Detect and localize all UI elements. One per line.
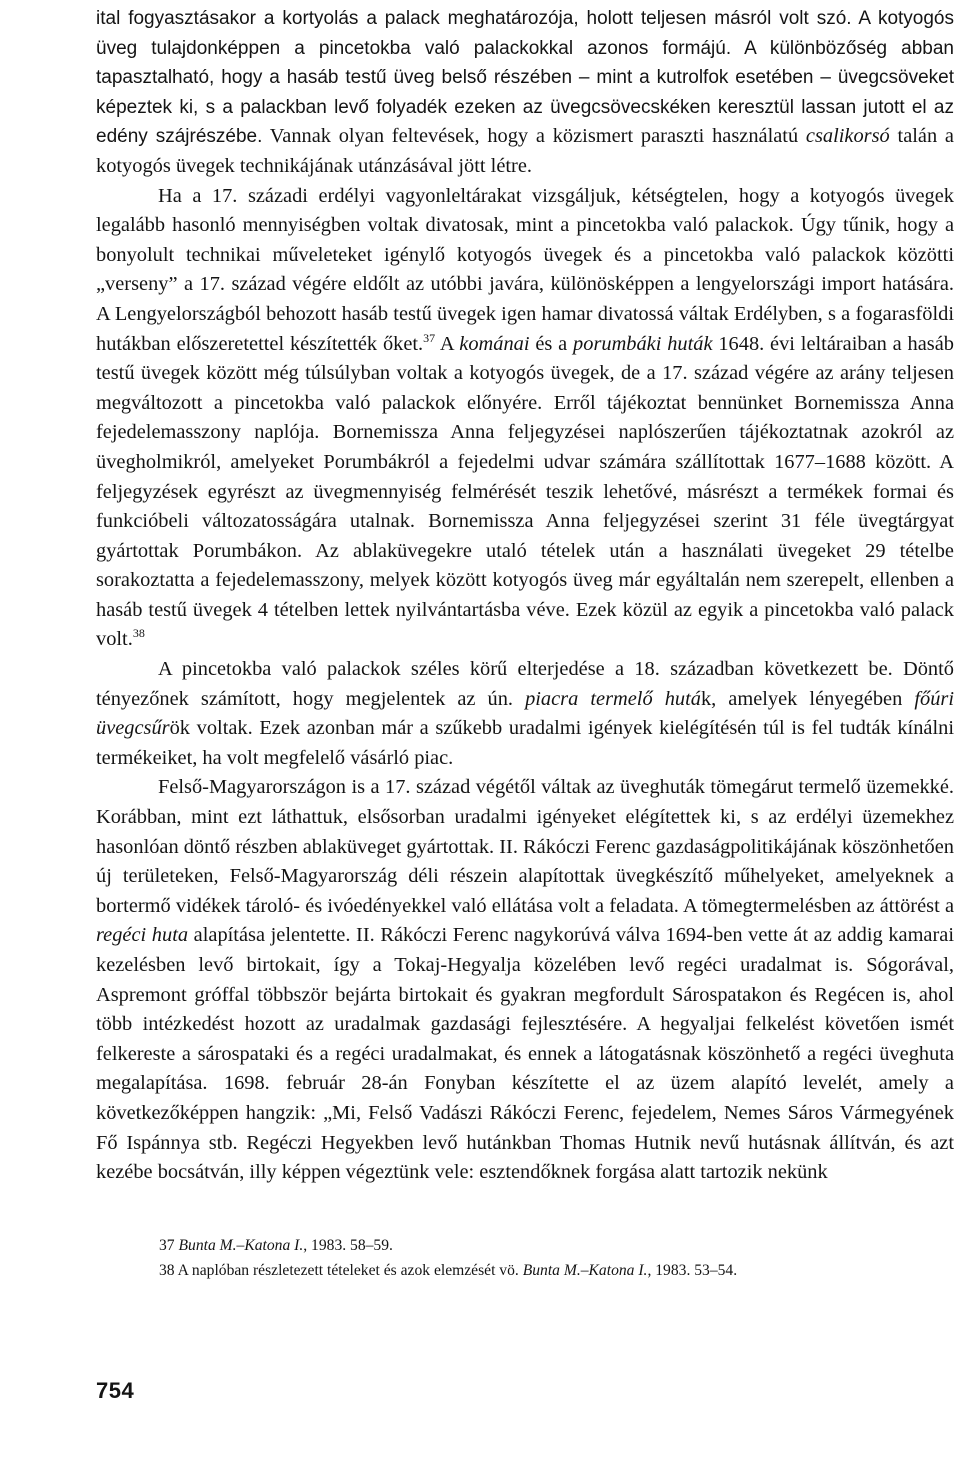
footnote-ref-38: 38 [132, 626, 145, 641]
footnote-38 [159, 1258, 949, 1283]
paragraph-4-text-b: alapítása jelentette. II. Rákóczi Ferenc nagykorúvá válva 1694-ben vette át az addig kamarai kezelésben levő birtokait, így a Tokaj-Hegyalja közelében levő regéci uradalmat is. Sógorával, Aspremont gróffal többször bejárta birtokait és gyakran megfordult Sárospatakon és Regécen is, ahol több intézkedést hozott az uradalmak gazdasági fejlesztésére. A hegyaljai felkelést követően ismét felkereste a sárospataki és a regéci uradalmakat, és ennek a látogatásnak köszönhető a regéci üveghuta megalapítása. 1698. február 28-án Fonyban készítette el az üzem alapító levelét, amely a következőképpen hangzik: „Mi, Felső Vadászi Rákóczi Ferenc, fejedelem, Nemes Sáros Vármegyének Fő Ispánnya stb. Regéczi Hegyekben levő hutánkban Thomas Hutnik nevű hutásnak állítván, és azt kezébe bocsátván, illy képpen végeztünk vele: esztendőknek forgása alatt tartozik nekünk [96, 924, 954, 1184]
paragraph-3-text-a: A pincetokba való palackok széles körű elterjedése a 18. században következett be. Döntő tényezőnek számított, hogy megjelentek az ún. [96, 658, 954, 710]
paragraph-2-italic-b: porumbáki huták [573, 332, 713, 355]
footnote-ref-37: 37 [423, 330, 436, 345]
paragraph-1-text-c: talán a kotyogós üvegek technikájának utánzásával jött létre. [96, 125, 954, 177]
paragraph-1-text-b: Vannak olyan feltevések, hogy a közismert paraszti használatú [262, 125, 806, 148]
paragraph-2-text-a: Ha a 17. századi erdélyi vagyonleltárakat vizsgáljuk, kétségtelen, hogy a kotyogós üvegek legalább hasonló mennyiségben voltak divatosak, mint a pincetokba való palackok. Úgy tűnik, hogy a bonyolult technikai műveleteket igénylő kotyogós üvegek és a pincetokba való palackok közötti „verseny” a 17. század végére eldőlt az utóbbi javára, különösképpen a lengyelországi import hatására. A Lengyelországból behozott hasáb testű üvegek igen hamar divatossá váltak Erdélyben, s a fogarasföldi hutákban előszeretettel készítették őket. [96, 184, 954, 355]
paragraph-1 [96, 4, 954, 182]
paragraph-4-text-a: Felső-Magyarországon is a 17. század végétől váltak az üveghuták tömegárut termelő üzemekké. Korábban, mint ezt láthattuk, elsősorban uradalmi igényeket elégítettek ki, s az erdélyi üzemekhez hasonlóan döntő részben ablaküveget gyártottak. II. Rákóczi Ferenc gazdaságpolitikájának köszönhetően új területeken, Felső-Magyarország déli részein alapítottak üvegkészítő műhelyeket, amelyeknek a bortermő vidékek tároló- és ivóedényekkel való ellátása volt a feladata. A tömegtermelésben az áttörést a [96, 776, 954, 917]
footnote-38-text: 38 A naplóban részletezett tételeket és azok elemzését vö. [159, 1262, 523, 1279]
paragraph-2-text-c: és a [529, 332, 574, 355]
paragraph-4 [96, 773, 954, 1187]
footnote-38-author: Bunta M.–Katona I. [522, 1262, 648, 1279]
footnote-37-author: Bunta M.–Katona I. [178, 1237, 304, 1254]
paragraph-2-italic-a: kománai [459, 332, 530, 355]
paragraph-2-text-d: 1648. évi leltáraiban a hasáb testű üvegek között még túlsúlyban voltak a kotyogós üvegek, de a 17. század végére az arány teljesen megváltozott a pincetokba való palackok előnyére. Erről tájékoztat bennünket Bornemissza Anna fejedelemasszony naplója. Bornemissza Anna feljegyzései naplószerűen tájékoztatnak azokról az üvegholmikról, amelyeket Porumbákról a fejedelmi udvar számára szállítottak 1677–1688 között. A feljegyzések egyrészt az üvegmennyiség felmérését teszik lehetővé, másrészt a termékek formai és funkcióbeli változatosságára utalnak. Bornemissza Anna feljegyzései szerint 31 féle üvegtárgyat gyártottak Porumbákon. Az ablaküvegekre utaló tételek után a használati üvegeket 29 tételbe sorakoztatta a fejedelemasszony, melyek között kotyogós üveg már egyáltalán nem szerepelt, ellenben a hasáb testű üvegek 4 tételben lettek nyilvántartásba véve. Ezek közül az egyik a pincetokba való palack volt. [96, 332, 954, 651]
paragraph-4-italic-a: regéci huta [96, 924, 189, 947]
paragraph-1-italic-a: csalikorsó [805, 125, 890, 148]
paragraph-1-text-a: ital fogyasztásakor a kortyolás a palack meghatározója, holott teljesen másról volt szó. A kotyogós üveg tulajdonképpen a pincetokba való palackokkal azonos formájú. A különbözőség abban tapasztalható, hogy a hasáb testű üveg belső részében – mint a kutrolfok esetében – üvegcsöveket képeztek ki, s a palackban levő folyadék ezeken az üvegcsövecskéken keresztül lassan jutott el az edény szájrészébe. [96, 8, 954, 148]
footnote-37-number: 37 [159, 1237, 179, 1254]
footnote-37 [159, 1233, 949, 1258]
paragraph-3-italic-b: főúri üvegcsűr [96, 687, 954, 740]
body-text [96, 4, 954, 1188]
paragraph-3-text-c: ök voltak. Ezek azonban már a szűkebb uradalmi igények kielégítésén túl is fel tudták kínálni termékeiket, ha volt megfelelő vásárló piac. [96, 717, 954, 769]
page-number: 754 [96, 1378, 135, 1403]
paragraph-3 [96, 655, 954, 773]
paragraph-3-text-b: k, amelyek lényegében [700, 687, 915, 710]
footnotes [159, 1233, 949, 1283]
paragraph-2-text-b: A [435, 332, 460, 355]
paragraph-2 [96, 182, 954, 656]
footnote-38-rest: , 1983. 53–54. [647, 1262, 738, 1279]
paragraph-3-italic-a: piacra termelő hutá [525, 687, 701, 710]
footnote-37-rest: , 1983. 58–59. [303, 1237, 393, 1254]
